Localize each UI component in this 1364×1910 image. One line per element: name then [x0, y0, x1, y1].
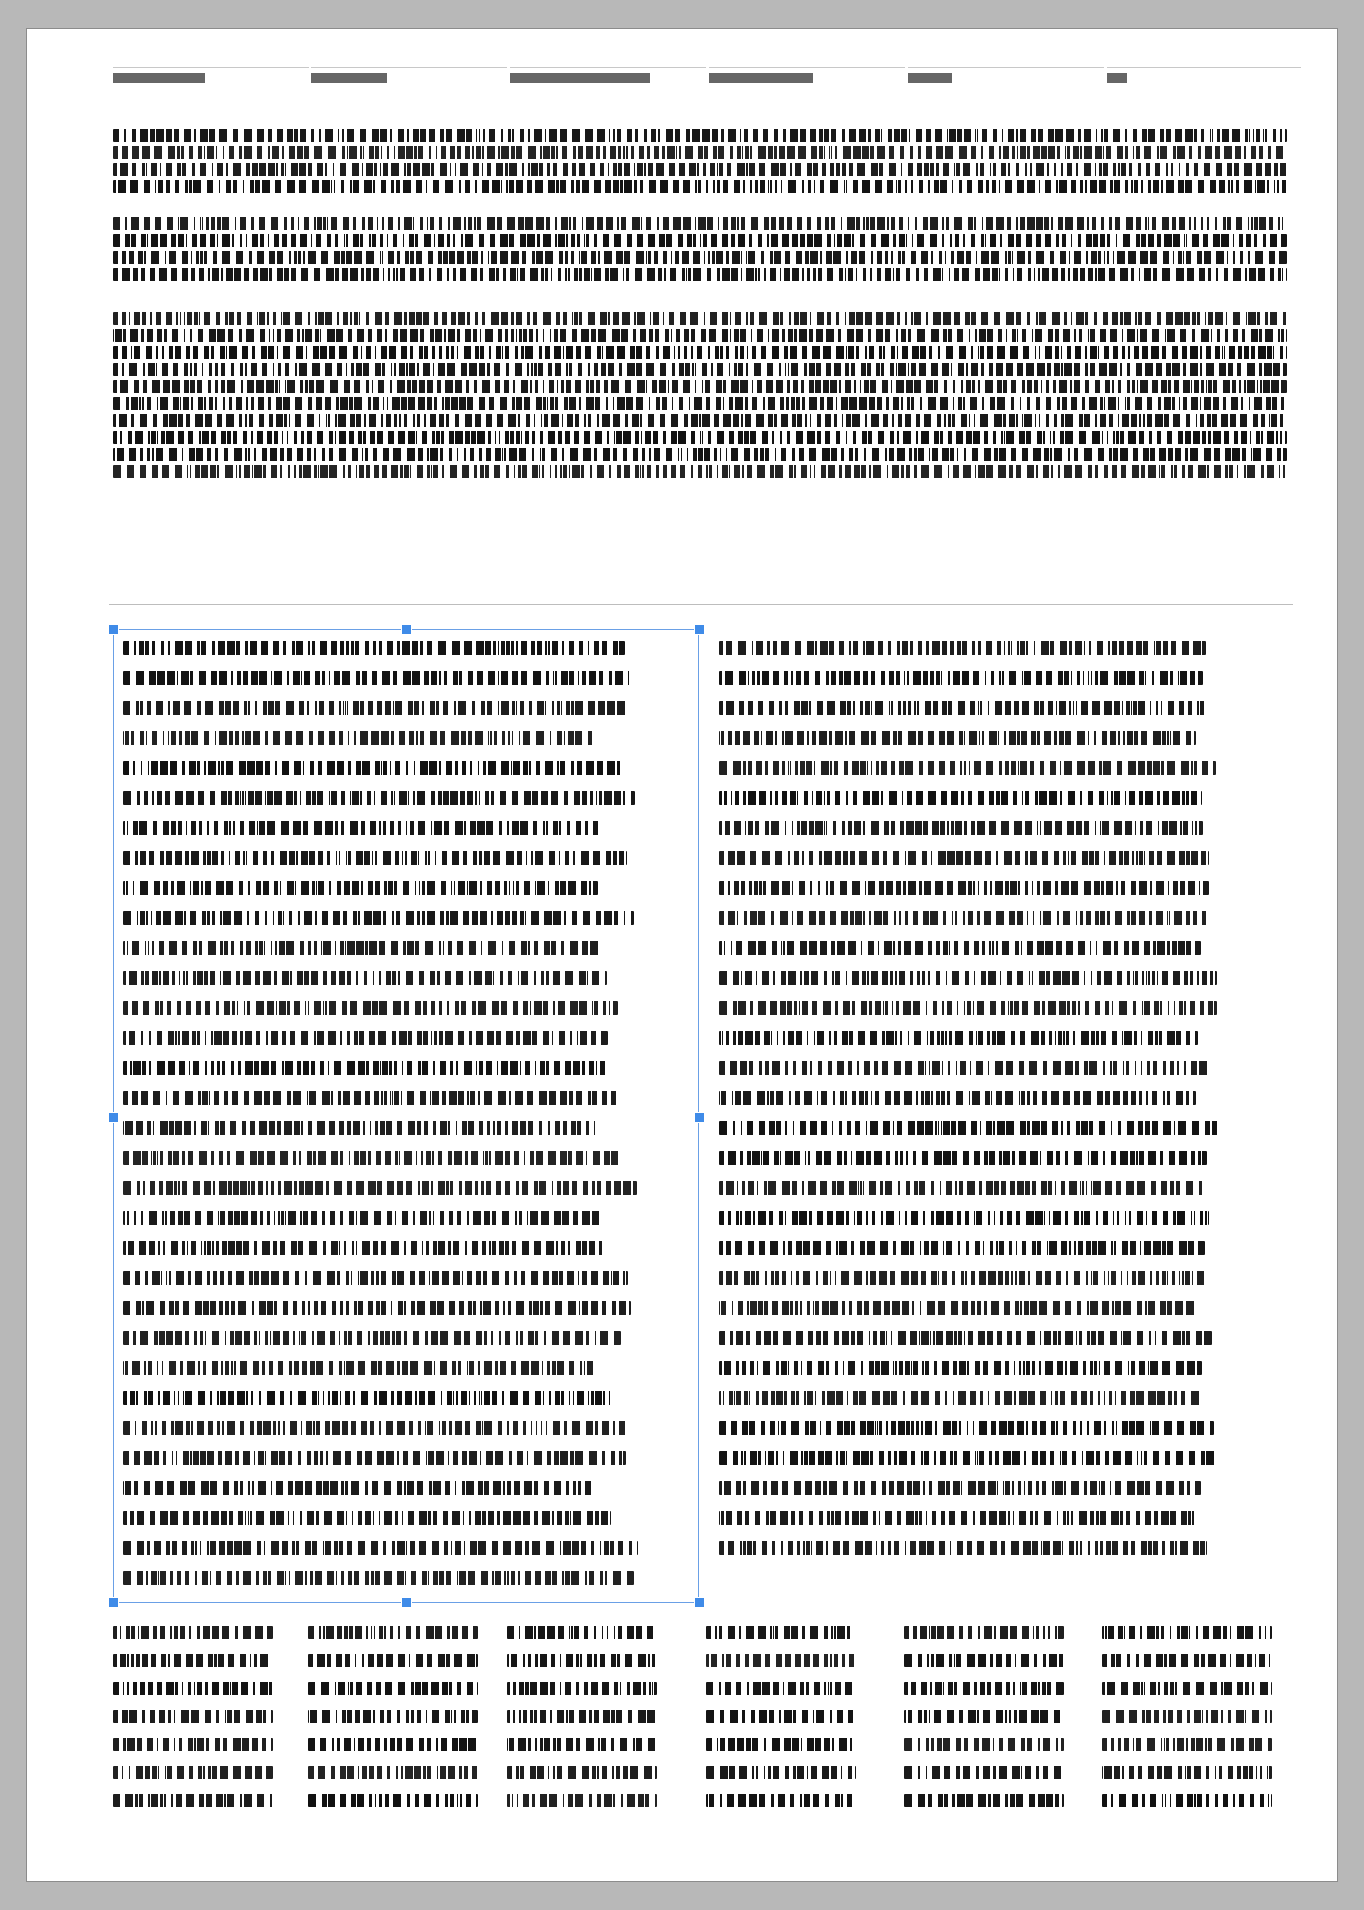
left-column-line [123, 641, 625, 655]
right-column-line [719, 1481, 1201, 1495]
bottom-grid-cell [308, 1738, 478, 1751]
left-column-line [123, 1151, 621, 1165]
bottom-grid-cell [904, 1738, 1064, 1751]
bottom-grid-cell [904, 1626, 1064, 1639]
text-line-lower-1 [113, 329, 1287, 342]
bottom-grid-cell [706, 1626, 856, 1639]
resize-handle-middle-right[interactable] [694, 1112, 705, 1123]
text-line-lower-8 [113, 448, 1287, 461]
left-column-line [123, 731, 593, 745]
right-column-line [719, 1451, 1218, 1465]
bottom-grid-cell [507, 1626, 657, 1639]
right-column-line [719, 701, 1206, 715]
left-column-line [123, 1511, 611, 1525]
text-line-top-2 [113, 163, 1287, 176]
left-column-line [123, 911, 634, 925]
text-line-lower-2 [113, 346, 1287, 359]
right-column-line [719, 851, 1209, 865]
left-column-line [123, 1391, 614, 1405]
text-line-middle-2 [113, 251, 1287, 264]
left-column-line [123, 1121, 596, 1135]
resize-handle-middle-left[interactable] [108, 1112, 119, 1123]
bottom-grid-cell [1102, 1654, 1272, 1667]
bottom-grid-cell [507, 1654, 657, 1667]
bottom-grid-cell [507, 1766, 657, 1779]
right-column-line [719, 731, 1196, 745]
right-column-line [719, 1301, 1195, 1315]
text-line-top-1 [113, 146, 1287, 159]
resize-handle-bottom-left[interactable] [108, 1597, 119, 1608]
text-line-lower-5 [113, 397, 1287, 410]
left-column-line [123, 1091, 618, 1105]
bottom-grid-cell [904, 1654, 1064, 1667]
bottom-grid-cell [1102, 1766, 1272, 1779]
right-column-line [719, 1211, 1209, 1225]
left-column-line [123, 1301, 631, 1315]
bottom-grid-cell [1102, 1738, 1272, 1751]
left-column-line [123, 791, 635, 805]
bottom-grid-cell [706, 1654, 856, 1667]
resize-handle-bottom-right[interactable] [694, 1597, 705, 1608]
right-column-line [719, 791, 1202, 805]
bottom-grid-cell [113, 1682, 273, 1695]
right-column-line [719, 761, 1216, 775]
left-column-line [123, 1241, 603, 1255]
bottom-grid-cell [113, 1794, 273, 1807]
bottom-grid-cell [507, 1682, 657, 1695]
bottom-grid-cell [308, 1654, 478, 1667]
right-column-line [719, 1001, 1217, 1015]
bottom-grid-cell [904, 1682, 1064, 1695]
right-column-line [719, 1121, 1218, 1135]
bottom-grid-cell [706, 1710, 856, 1723]
right-column-line [719, 1181, 1204, 1195]
resize-handle-bottom-center[interactable] [401, 1597, 412, 1608]
right-column-line [719, 641, 1206, 655]
text-line-lower-9 [113, 465, 1287, 478]
left-column-line [123, 1481, 595, 1495]
bottom-grid-cell [308, 1794, 478, 1807]
right-column-line [719, 911, 1207, 925]
bottom-grid-cell [1102, 1710, 1272, 1723]
bottom-grid-cell [308, 1626, 478, 1639]
bottom-grid-cell [904, 1710, 1064, 1723]
right-column-line [719, 1241, 1205, 1255]
right-column-line [719, 1511, 1197, 1525]
right-column-line [719, 1331, 1212, 1345]
right-column-line [719, 1391, 1200, 1405]
document-page [26, 28, 1338, 1882]
right-column-line [719, 1271, 1206, 1285]
bottom-grid-cell [113, 1738, 273, 1751]
right-column-line [719, 1151, 1207, 1165]
resize-handle-top-center[interactable] [401, 624, 412, 635]
left-column-line [123, 1271, 628, 1285]
left-column-line [123, 881, 598, 895]
right-column-line [719, 1061, 1211, 1075]
text-line-top-0 [113, 129, 1287, 142]
right-column-line [719, 1031, 1198, 1045]
right-column-line [719, 671, 1203, 685]
left-column-line [123, 821, 601, 835]
bottom-grid-cell [706, 1794, 856, 1807]
bottom-grid-cell [1102, 1626, 1272, 1639]
text-line-middle-3 [113, 268, 1287, 281]
resize-handle-top-left[interactable] [108, 624, 119, 635]
bottom-grid-cell [113, 1710, 273, 1723]
bottom-grid-cell [1102, 1794, 1272, 1807]
right-column-line [719, 1361, 1202, 1375]
right-column-line [719, 1541, 1207, 1555]
left-column-line [123, 701, 631, 715]
left-column-line [123, 1211, 602, 1225]
left-column-line [123, 1361, 594, 1375]
bottom-grid-cell [706, 1766, 856, 1779]
text-line-middle-1 [113, 234, 1287, 247]
left-column-line [123, 941, 599, 955]
right-column-line [719, 971, 1217, 985]
bottom-grid-cell [706, 1682, 856, 1695]
text-line-lower-7 [113, 431, 1287, 444]
left-column-line [123, 1061, 610, 1075]
bottom-grid-cell [113, 1654, 273, 1667]
bottom-grid-cell [308, 1766, 478, 1779]
left-column-line [123, 1001, 618, 1015]
bottom-grid-cell [113, 1766, 273, 1779]
left-column-line [123, 1541, 638, 1555]
left-column-line [123, 1331, 621, 1345]
text-line-top-3 [113, 180, 1287, 193]
left-column-line [123, 1451, 626, 1465]
text-line-lower-6 [113, 414, 1287, 427]
left-column-line [123, 1421, 629, 1435]
left-column-line [123, 1031, 608, 1045]
text-line-middle-0 [113, 217, 1287, 230]
text-line-lower-3 [113, 363, 1287, 376]
left-column-line [123, 971, 607, 985]
bottom-grid-cell [507, 1710, 657, 1723]
right-column-line [719, 881, 1209, 895]
bottom-grid-cell [507, 1794, 657, 1807]
bottom-grid-cell [904, 1766, 1064, 1779]
right-column-line [719, 1421, 1214, 1435]
text-line-lower-0 [113, 312, 1287, 325]
right-column-line [719, 1091, 1196, 1105]
text-line-lower-4 [113, 380, 1287, 393]
bottom-grid-cell [113, 1626, 273, 1639]
section-divider [109, 604, 1293, 605]
left-column-line [123, 1571, 634, 1585]
left-column-line [123, 851, 627, 865]
right-column-line [719, 821, 1203, 835]
bottom-grid-cell [308, 1682, 478, 1695]
bottom-grid-cell [507, 1738, 657, 1751]
left-column-line [123, 671, 632, 685]
bottom-grid-cell [904, 1794, 1064, 1807]
bottom-grid-cell [706, 1738, 856, 1751]
garbled-text-area [27, 29, 1337, 1881]
bottom-grid-cell [308, 1710, 478, 1723]
left-column-line [123, 761, 621, 775]
resize-handle-top-right[interactable] [694, 624, 705, 635]
left-column-line [123, 1181, 637, 1195]
bottom-grid-cell [1102, 1682, 1272, 1695]
right-column-line [719, 941, 1201, 955]
